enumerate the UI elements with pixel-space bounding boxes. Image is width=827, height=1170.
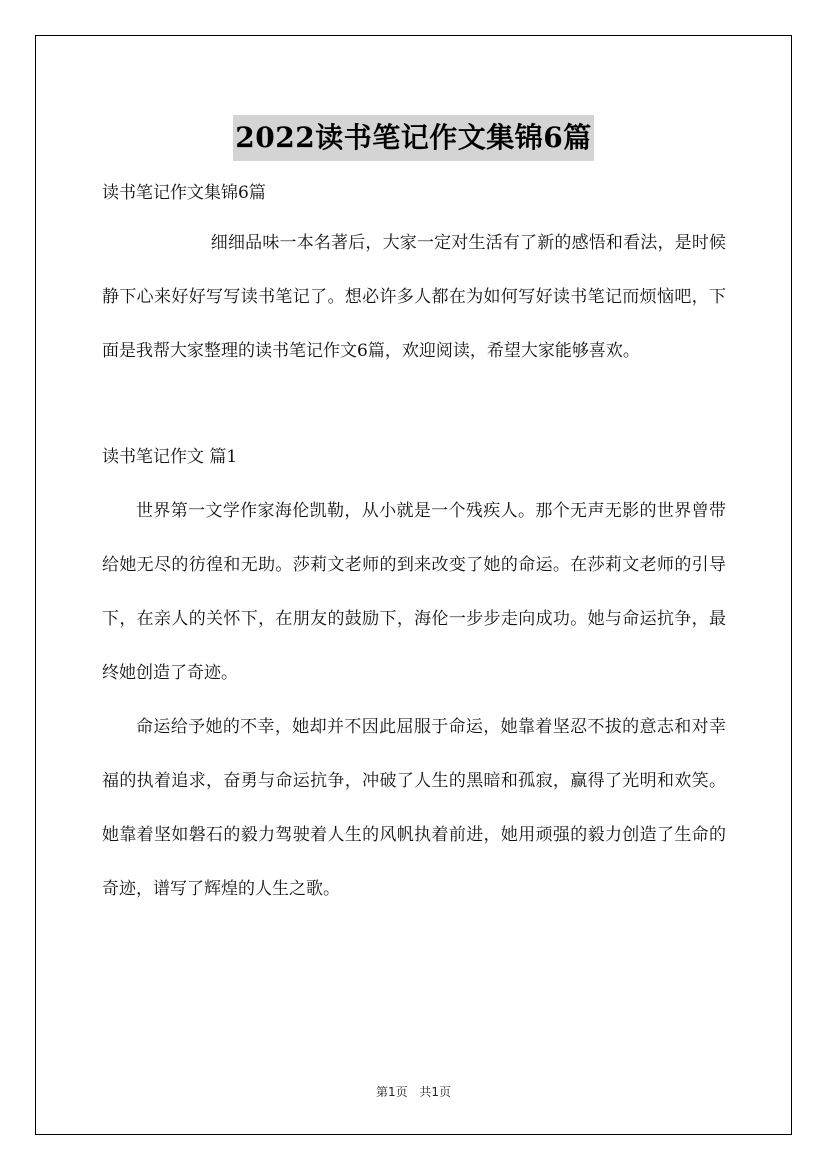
document-title: 2022读书笔记作文集锦6篇	[233, 115, 593, 161]
intro-heading: 读书笔记作文集锦6篇	[102, 183, 266, 203]
intro-paragraph: 细细品味一本名著后，大家一定对生活有了新的感悟和看法，是时候静下心来好好写写读书笔记了。想必许多人都在为如何写好读书笔记而烦恼吧，下面是我帮大家整理的读书笔记作文6篇，欢迎阅读，希望大家能够喜欢。	[102, 233, 726, 361]
section-heading: 读书笔记作文 篇1	[102, 447, 238, 467]
title-area	[0, 96, 827, 180]
page-footer	[0, 1082, 827, 1102]
page-total: 共1页	[419, 1085, 452, 1099]
document-body	[102, 170, 726, 916]
body-paragraph-2: 命运给予她的不幸，她却并不因此屈服于命运，她靠着坚忍不拔的意志和对幸福的执着追求，奋勇与命运抗争，冲破了人生的黑暗和孤寂，赢得了光明和欢笑。她靠着坚如磐石的毅力驾驶着人生的风帆执着前进，她用顽强的毅力创造了生命的奇迹，谱写了辉煌的人生之歌。	[102, 717, 726, 899]
page-current: 第1页	[375, 1085, 408, 1099]
body-paragraph-1: 世界第一文学作家海伦凯勒，从小就是一个残疾人。那个无声无影的世界曾带给她无尽的彷徨和无助。莎莉文老师的到来改变了她的命运。在莎莉文老师的引导下，在亲人的关怀下，在朋友的鼓励下，海伦一步步走向成功。她与命运抗争，最终她创造了奇迹。	[102, 501, 726, 683]
